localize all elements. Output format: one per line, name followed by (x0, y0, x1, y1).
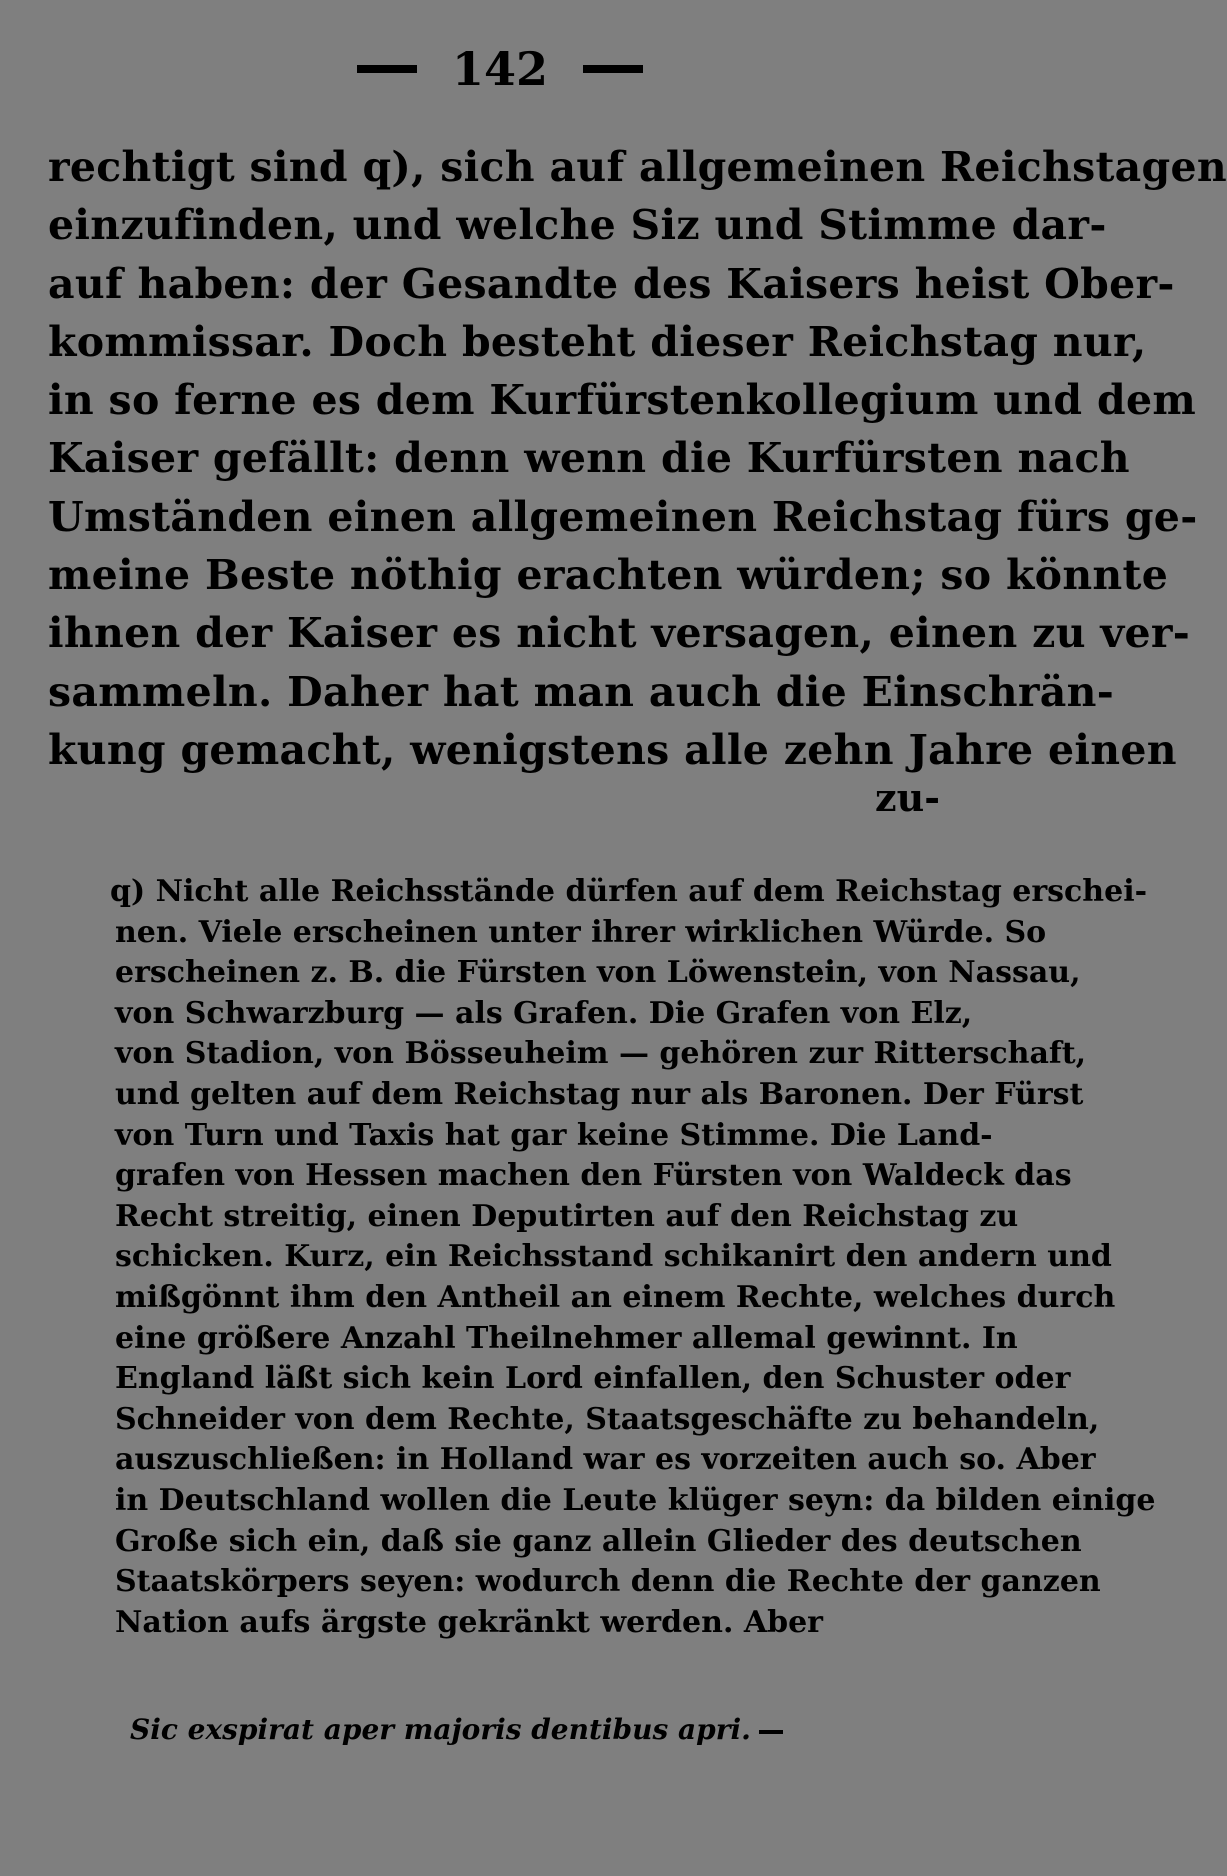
footnote-line: in Deutschland wollen die Leute klüger seyn: da bilden einige (115, 1482, 1156, 1518)
footnote-line: von Schwarzburg — als Grafen. Die Grafen von Elz, (115, 995, 973, 1031)
footnote-line: Große sich ein, daß sie ganz allein Glieder des deutschen (115, 1523, 1082, 1559)
footnote-line: England läßt sich kein Lord einfallen, den Schuster oder (115, 1361, 1071, 1397)
catchword: zu- (875, 775, 940, 820)
footnote-line: Nation aufs ärgste gekränkt werden. Aber (115, 1604, 823, 1640)
text-line: Kaiser gefällt: denn wenn die Kurfürsten nach (48, 434, 1130, 483)
footnote-line: und gelten auf dem Reichstag nur als Baronen. Der Fürst (115, 1076, 1084, 1112)
header-rule-left (357, 65, 417, 73)
header-rule-right (583, 65, 643, 73)
footnote-line: von Turn und Taxis hat gar keine Stimme. Die Land- (115, 1117, 993, 1153)
footnote-line: von Stadion, von Bösseuheim — gehören zur Ritterschaft, (115, 1036, 1087, 1072)
footnote-line: q) Nicht alle Reichsstände dürfen auf dem Reichstag erschei- (110, 874, 1148, 909)
text-line: rechtigt sind q), sich auf allgemeinen Reichstagen (48, 143, 1227, 191)
footnote-line: Staatskörpers seyen: wodurch denn die Rechte der ganzen (115, 1564, 1101, 1600)
footnote-line: Recht streitig, einen Deputirten auf den Reichstag zu (115, 1198, 1019, 1234)
text-line: in so ferne es dem Kurfürstenkollegium und dem (48, 376, 1197, 425)
text-line: kommissar. Doch besteht dieser Reichstag nur, (48, 317, 1147, 366)
page-header (0, 42, 1000, 96)
text-line: Umständen einen allgemeinen Reichstag fürs ge- (48, 492, 1198, 541)
text-line: meine Beste nöthig erachten würden; so könnte (48, 551, 1169, 600)
page-number: 142 (451, 42, 549, 96)
footnote-line: schicken. Kurz, ein Reichsstand schikanirt den andern und (115, 1239, 1112, 1275)
text-line: ihnen der Kaiser es nicht versagen, einen zu ver- (48, 609, 1191, 658)
motto-dash (759, 1730, 783, 1734)
latin-motto (130, 1713, 783, 1746)
text-line: auf haben: der Gesandte des Kaisers heist Ober- (48, 259, 1175, 308)
motto-text: Sic exspirat aper majoris dentibus apri. (130, 1713, 751, 1746)
footnote-line: grafen von Hessen machen den Fürsten von Waldeck das (115, 1158, 1072, 1194)
footnote-line: auszuschließen: in Holland war es vorzeiten auch so. Aber (115, 1442, 1096, 1478)
footnote-line: erscheinen z. B. die Fürsten von Löwenstein, von Nassau, (115, 955, 1081, 991)
main-text (48, 138, 1227, 779)
footnote (70, 872, 1156, 1643)
text-line: kung gemacht, wenigstens alle zehn Jahre einen (48, 725, 1177, 774)
footnote-line: mißgönnt ihm den Antheil an einem Rechte, welches durch (115, 1279, 1116, 1315)
text-line: einzufinden, und welche Siz und Stimme dar- (48, 201, 1107, 250)
footnote-line: Schneider von dem Rechte, Staatsgeschäfte zu behandeln, (115, 1401, 1100, 1437)
footnote-line: eine größere Anzahl Theilnehmer allemal gewinnt. In (115, 1320, 1018, 1356)
footnote-line: nen. Viele erscheinen unter ihrer wirklichen Würde. So (115, 914, 1047, 950)
text-line: sammeln. Daher hat man auch die Einschrän- (48, 667, 1115, 716)
